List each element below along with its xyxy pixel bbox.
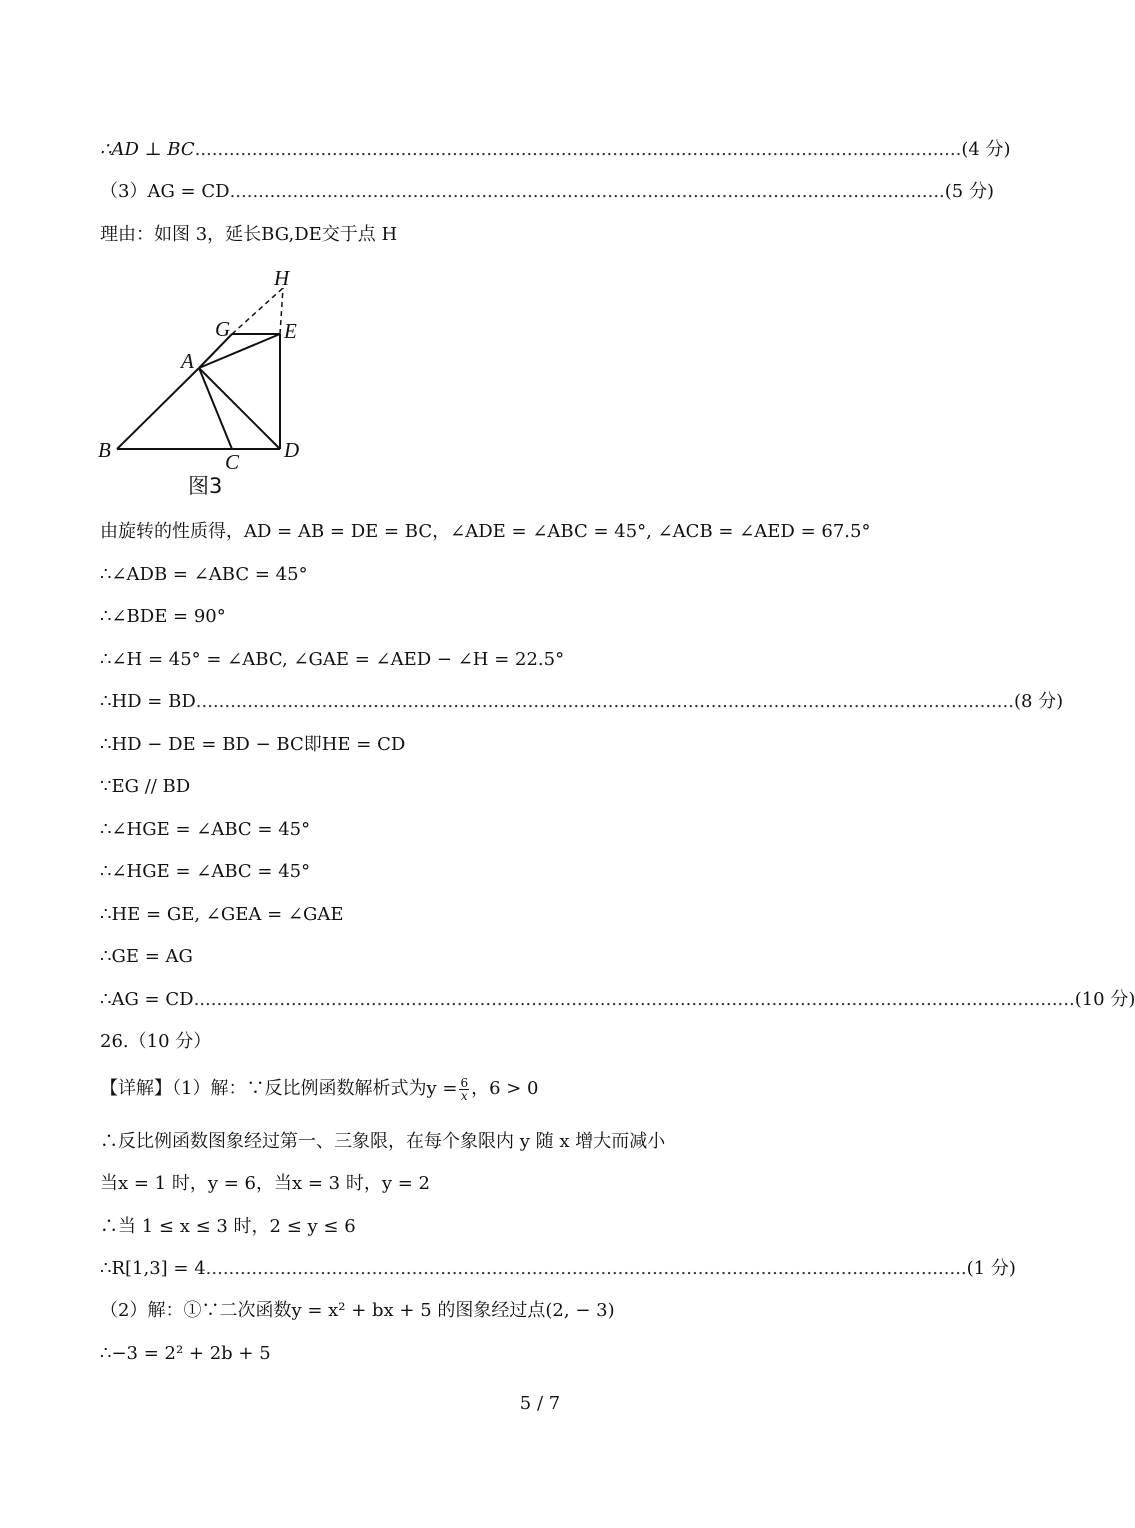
label-d: D [284, 438, 300, 462]
rotation-property: 由旋转的性质得，AD = AB = DE = BC，∠ADE = ∠ABC = 45°, ∠ACB = ∠AED = 67.5° [100, 521, 871, 542]
leader-dots: .......................................................................................................................................................... [193, 989, 1075, 1010]
label-a: A [181, 349, 194, 373]
values-statement: 当x = 1 时，y = 6，当x = 3 时，y = 2 [100, 1173, 430, 1194]
r-value: ∴R[1,3] = 4.....................................................................................................................................(1 分) [100, 1256, 1016, 1282]
step-adb: ∴∠ADB = ∠ABC = 45° [100, 564, 308, 585]
step-hge-2: ∴∠HGE = ∠ABC = 45° [100, 861, 311, 882]
quadrant-statement: ∴反比例函数图象经过第一、三象限，在每个象限内 y 随 x 增大而减小 [100, 1131, 666, 1152]
reason-line: 理由：如图 3，延长BG,DE交于点 H [100, 224, 398, 245]
part2-statement: （2）解：①∵二次函数y = x² + bx + 5 的图象经过点(2, − 3) [100, 1300, 615, 1321]
step-bde: ∴∠BDE = 90° [100, 606, 226, 627]
segment-ad [199, 368, 280, 449]
figure-caption: 图3 [188, 474, 223, 498]
step-eg-parallel: ∵EG // BD [100, 776, 191, 797]
leader-dots: ............................................................................................................................. [229, 181, 945, 202]
step-hge-1: ∴∠HGE = ∠ABC = 45° [100, 819, 311, 840]
equation-b: ∴−3 = 2² + 2b + 5 [100, 1343, 271, 1364]
range-statement: ∴当 1 ≤ x ≤ 3 时，2 ≤ y ≤ 6 [100, 1216, 356, 1237]
label-g: G [215, 317, 231, 341]
segment-ae [199, 334, 280, 368]
segment-ac [199, 368, 232, 449]
part3-conclusion: （3）AG = CD.............................................................................................................................(5 分) [100, 179, 994, 205]
dashed-eh [280, 288, 283, 334]
step-hd-bd: ∴HD = BD...............................................................................................................................................(8 分) [100, 689, 1063, 715]
label-b: B [98, 438, 111, 462]
page-number: 5 / 7 [519, 1393, 561, 1414]
question-26-heading: 26.（10 分） [100, 1031, 212, 1052]
label-c: C [225, 450, 240, 474]
figure-3 [95, 263, 335, 503]
detail-part1: 【详解】（1）解：∵反比例函数解析式为y = $\frac{6}{x}$ ，6 > 0 [100, 1075, 539, 1103]
step-ge-ag: ∴GE = AG [100, 946, 193, 967]
step-angle-h: ∴∠H = 45° = ∠ABC, ∠GAE = ∠AED − ∠H = 22.5° [100, 649, 565, 670]
step-he-ge: ∴HE = GE, ∠GEA = ∠GAE [100, 904, 344, 925]
step-he-cd: ∴HD − DE = BD − BC即HE = CD [100, 734, 406, 755]
label-e: E [284, 319, 297, 343]
label-h: H [274, 266, 290, 290]
leader-dots: ...................................................................................................................................... [194, 139, 962, 160]
leader-dots: ..................................................................................................................................... [205, 1258, 967, 1279]
leader-dots: ............................................................................................................................................... [195, 691, 1014, 712]
fraction-6-over-x: $\frac{6}{x}$ [460, 1075, 469, 1103]
dashed-gh [232, 288, 283, 334]
final-conclusion: ∴AG = CD..........................................................................................................................................................(10 分) [100, 987, 1135, 1013]
statement-ad-perp-bc: ∴AD ⊥ BC......................................................................................................................................(4 分) [100, 137, 1011, 163]
segment-ba [117, 368, 199, 449]
